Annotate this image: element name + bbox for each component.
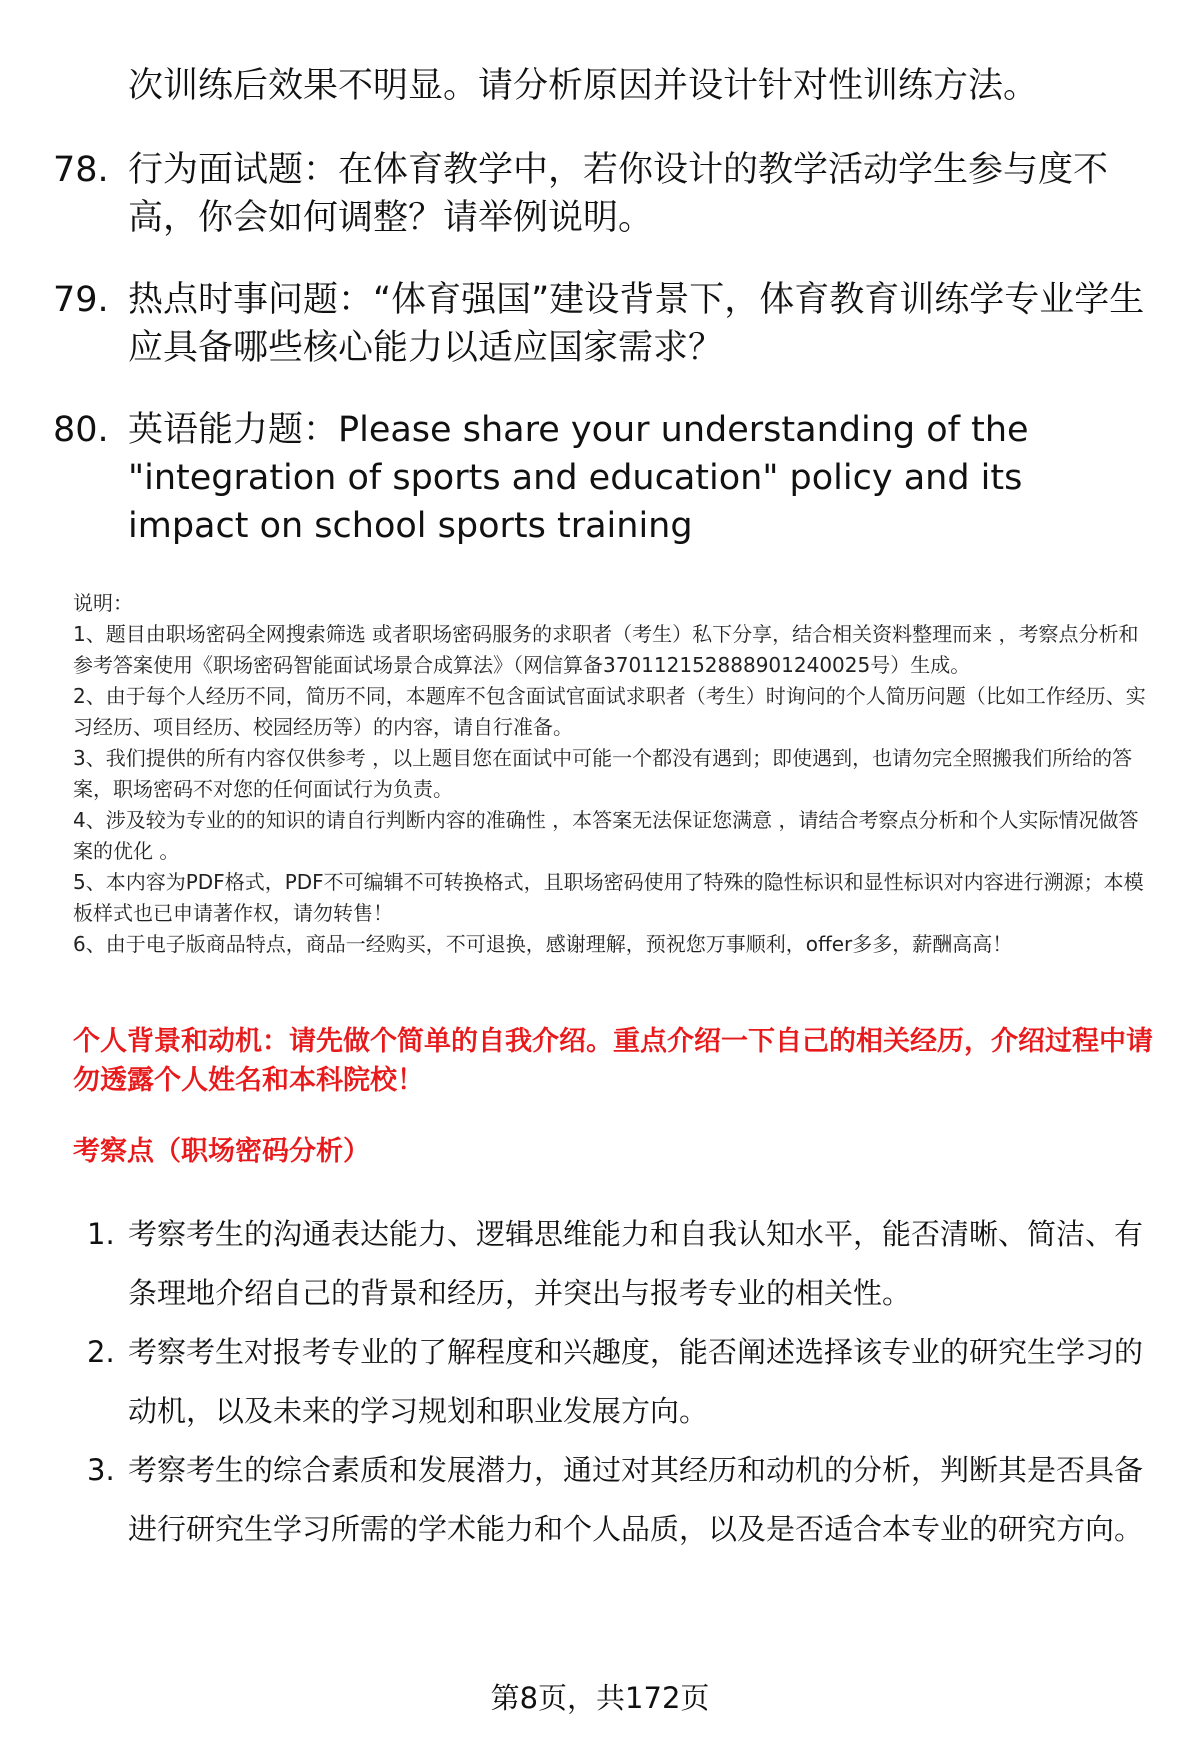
note-item: 2、由于每个人经历不同，简历不同，本题库不包含面试官面试求职者（考生）时询问的个人简历问题（比如工作经历、实习经历、项目经历、校园经历等）的内容，请自行准备。 [73, 684, 1146, 739]
note-item: 1、题目由职场密码全网搜索筛选 或者职场密码服务的求职者（考生）私下分享，结合相关资料整理而来 ，考察点分析和参考答案使用《职场密码智能面试场景合成算法》（网信算备370112152888901240025号）生成。 [73, 622, 1139, 677]
point-text: 考察考生的综合素质和发展潜力，通过对其经历和动机的分析，判断其是否具备进行研究生学习所需的学术能力和个人品质，以及是否适合本专业的研究方向。 [128, 1453, 1144, 1546]
question-item [53, 406, 1153, 550]
notes-section [73, 588, 1158, 960]
note-item: 6、由于电子版商品特点，商品一经购买，不可退换，感谢理解，预祝您万事顺利，offer多多，薪酬高高！ [73, 932, 1013, 956]
point-number: 1. [87, 1217, 115, 1251]
notes-title: 说明： [73, 591, 133, 615]
page-footer: 第8页，共172页 [490, 1681, 710, 1715]
analysis-point [87, 1323, 1157, 1441]
question-number: 80. [53, 410, 109, 450]
note-item: 4、涉及较为专业的的知识的请自行判断内容的准确性 ，本答案无法保证您满意 ，请结合考察点分析和个人实际情况做答案的优化 。 [73, 808, 1139, 863]
point-text: 考察考生对报考专业的了解程度和兴趣度，能否阐述选择该专业的研究生学习的动机，以及未来的学习规划和职业发展方向。 [128, 1335, 1144, 1428]
note-item: 5、本内容为PDF格式，PDF不可编辑不可转换格式，且职场密码使用了特殊的隐性标识和显性标识对内容进行溯源；本模板样式也已申请著作权，请勿转售！ [73, 870, 1144, 925]
question-item [53, 146, 1153, 242]
analysis-point [87, 1441, 1157, 1559]
point-number: 3. [87, 1453, 115, 1487]
question-number: 78. [53, 150, 109, 190]
question-text: 热点时事问题：“体育强国”建设背景下，体育教育训练学专业学生应具备哪些核心能力以适应国家需求？ [128, 280, 1145, 368]
question-text: 行为面试题：在体育教学中，若你设计的教学活动学生参与度不高，你会如何调整？请举例说明。 [128, 150, 1109, 238]
note-item: 3、我们提供的所有内容仅供参考 ，以上题目您在面试中可能一个都没有遇到；即使遇到，也请勿完全照搬我们所给的答案，职场密码不对您的任何面试行为负责。 [73, 746, 1133, 801]
question-item [53, 276, 1153, 372]
point-text: 考察考生的沟通表达能力、逻辑思维能力和自我认知水平，能否清晰、简洁、有条理地介绍自己的背景和经历，并突出与报考专业的相关性。 [128, 1217, 1144, 1310]
analysis-list [87, 1205, 1157, 1559]
question-text: 英语能力题：Please share your understanding of the "integration of sports and education" policy and its impact on school sports training [128, 410, 1029, 546]
analysis-point [87, 1205, 1157, 1323]
point-number: 2. [87, 1335, 115, 1369]
question-continuation: 次训练后效果不明显。请分析原因并设计针对性训练方法。 [128, 66, 1039, 106]
question-number: 79. [53, 280, 109, 320]
analysis-heading: 考察点（职场密码分析） [73, 1136, 370, 1167]
section-question: 个人背景和动机：请先做个简单的自我介绍。重点介绍一下自己的相关经历，介绍过程中请勿透露个人姓名和本科院校！ [73, 1026, 1153, 1096]
